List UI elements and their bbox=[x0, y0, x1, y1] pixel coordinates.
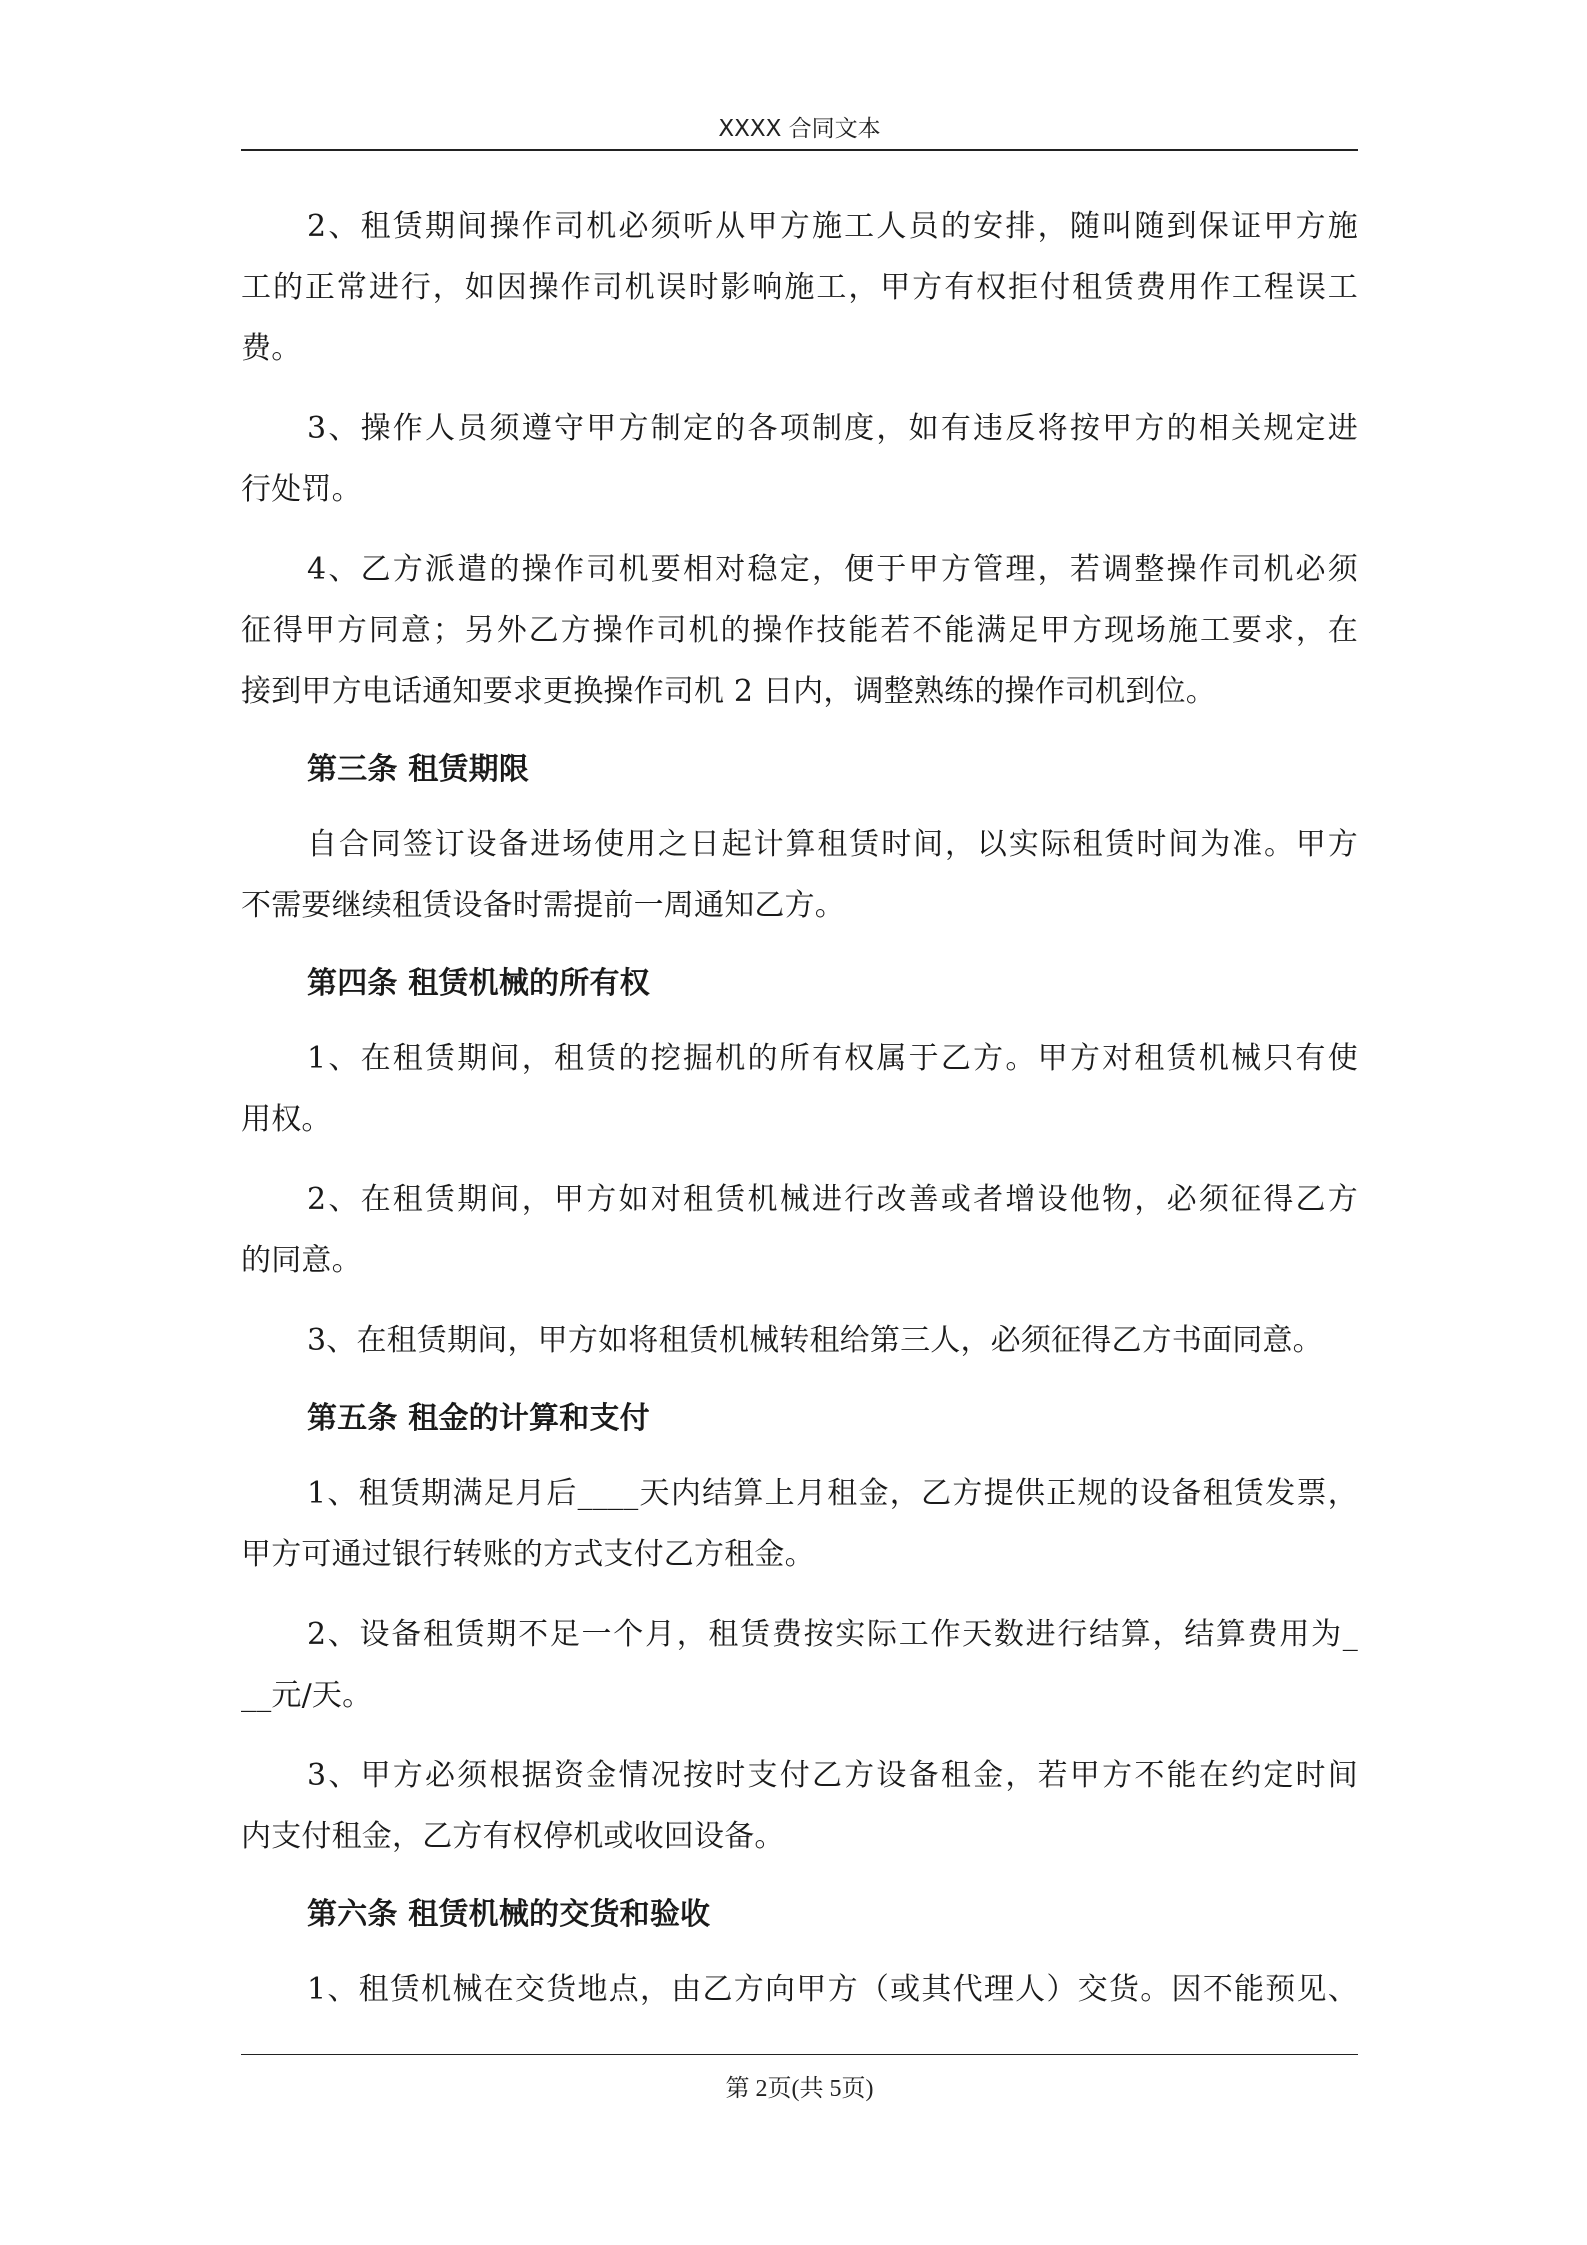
paragraph-line: 自合同签订设备进场使用之日起计算租赁时间，以实际租赁时间为准。甲方 bbox=[307, 827, 1358, 862]
paragraph-line: 3、在租赁期间，甲方如将租赁机械转租给第三人，必须征得乙方书面同意。 bbox=[307, 1323, 1323, 1358]
paragraph-line: 内支付租金，乙方有权停机或收回设备。 bbox=[241, 1819, 785, 1854]
paragraph-line: 3、操作人员须遵守甲方制定的各项制度，如有违反将按甲方的相关规定进 bbox=[307, 411, 1358, 446]
header-rule bbox=[241, 149, 1358, 151]
paragraph-line: 1、租赁机械在交货地点，由乙方向甲方（或其代理人）交货。因不能预见、 bbox=[307, 1972, 1358, 2007]
paragraph-line: 2、租赁期间操作司机必须听从甲方施工人员的安排，随叫随到保证甲方施 bbox=[307, 209, 1358, 244]
paragraph-line: 不需要继续租赁设备时需提前一周通知乙方。 bbox=[241, 888, 845, 923]
paragraph-line: 工的正常进行，如因操作司机误时影响施工，甲方有权拒付租赁费用作工程误工 bbox=[241, 270, 1358, 305]
paragraph-line: 2、设备租赁期不足一个月，租赁费按实际工作天数进行结算，结算费用为_ bbox=[307, 1617, 1358, 1652]
section-heading: 第六条 租赁机械的交货和验收 bbox=[307, 1897, 711, 1932]
paragraph-line: 行处罚。 bbox=[241, 472, 362, 507]
paragraph-line: 2、在租赁期间，甲方如对租赁机械进行改善或者增设他物，必须征得乙方 bbox=[307, 1182, 1358, 1217]
section-heading: 第四条 租赁机械的所有权 bbox=[307, 966, 650, 1001]
paragraph-line: 1、租赁期满足月后____天内结算上月租金，乙方提供正规的设备租赁发票， bbox=[307, 1476, 1358, 1511]
section-heading: 第五条 租金的计算和支付 bbox=[307, 1401, 650, 1436]
paragraph-line: 征得甲方同意；另外乙方操作司机的操作技能若不能满足甲方现场施工要求，在 bbox=[241, 613, 1358, 648]
paragraph-line: 费。 bbox=[241, 331, 302, 366]
paragraph-line: 甲方可通过银行转账的方式支付乙方租金。 bbox=[241, 1537, 815, 1572]
paragraph-line: 接到甲方电话通知要求更换操作司机 2 日内，调整熟练的操作司机到位。 bbox=[241, 674, 1216, 709]
page-number: 第 2页(共 5页) bbox=[725, 2076, 874, 2102]
footer-rule bbox=[241, 2054, 1358, 2055]
header-title: XXXX 合同文本 bbox=[718, 116, 881, 142]
paragraph-line: __元/天。 bbox=[241, 1678, 373, 1713]
paragraph-line: 的同意。 bbox=[241, 1243, 362, 1278]
section-heading: 第三条 租赁期限 bbox=[307, 752, 530, 787]
paragraph-line: 4、乙方派遣的操作司机要相对稳定，便于甲方管理，若调整操作司机必须 bbox=[307, 552, 1358, 587]
paragraph-line: 用权。 bbox=[241, 1102, 332, 1137]
paragraph-line: 3、甲方必须根据资金情况按时支付乙方设备租金，若甲方不能在约定时间 bbox=[307, 1758, 1358, 1793]
paragraph-line: 1、在租赁期间，租赁的挖掘机的所有权属于乙方。甲方对租赁机械只有使 bbox=[307, 1041, 1358, 1076]
